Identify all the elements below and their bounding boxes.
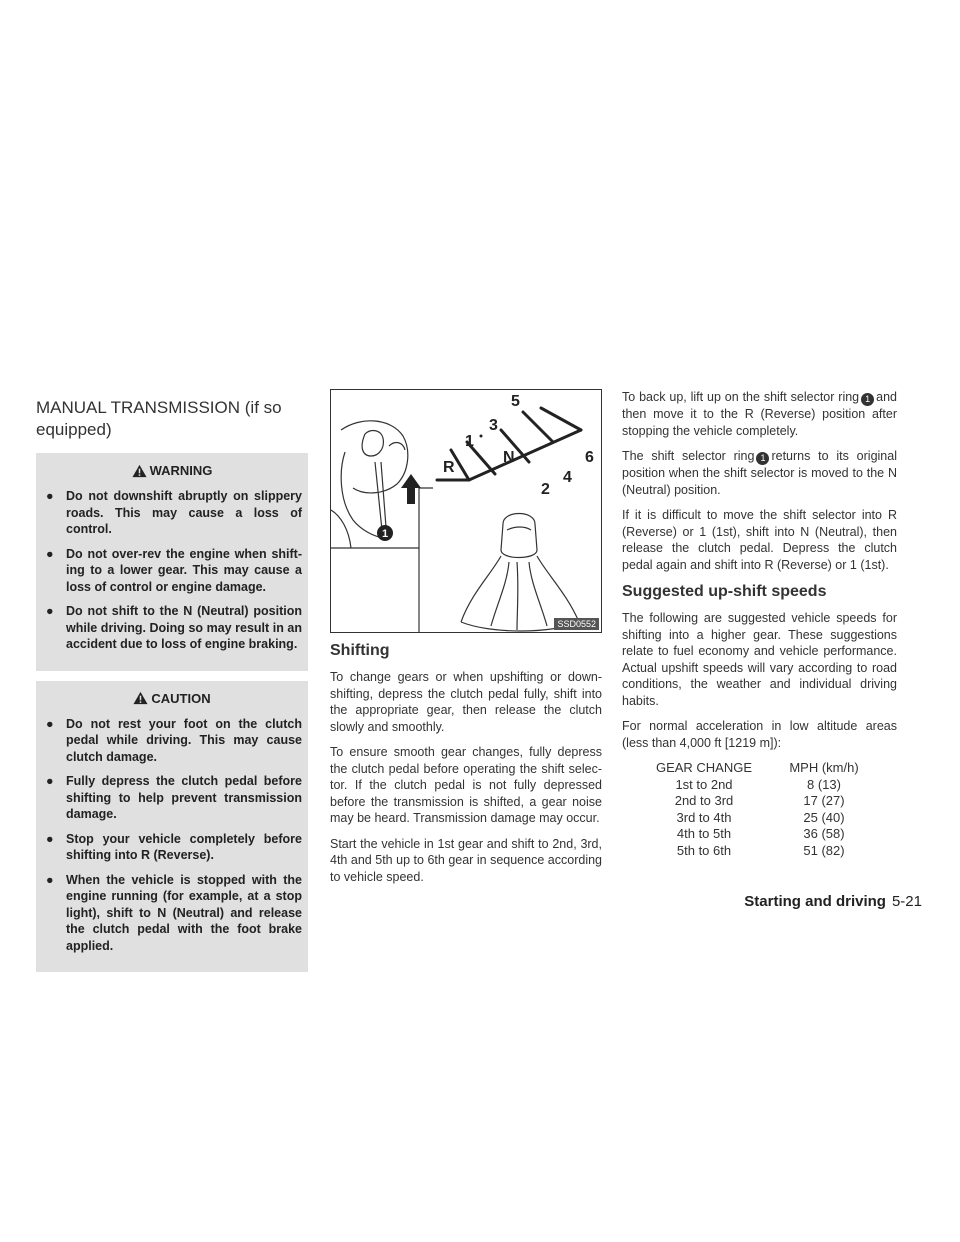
paragraph-text: returns to its original position when the shift selector is moved to the N (Neutral) position. <box>622 449 897 497</box>
warning-item-text: Do not downshift abruptly on slippery roads. This may cause a loss of control. <box>66 489 302 536</box>
page-number: 5-21 <box>891 893 922 910</box>
warning-item <box>42 546 302 596</box>
table-cell: 25 (40) <box>803 809 845 825</box>
caution-item <box>42 773 302 823</box>
caution-item <box>42 872 302 955</box>
table-row <box>640 810 880 827</box>
table-cell: 5th to 6th <box>676 842 732 858</box>
table-row <box>640 793 880 810</box>
gear-shift-figure <box>330 389 602 633</box>
paragraph <box>622 389 897 439</box>
caution-list <box>42 716 302 955</box>
warning-triangle-icon <box>132 464 147 478</box>
table-cell: 36 (58) <box>803 826 845 841</box>
paragraph-text: To back up, lift up on the shift selector ring <box>622 390 860 404</box>
callout-1-number: 1 <box>381 528 389 540</box>
shift-knob-sketch <box>461 514 579 632</box>
table-cell: 51 (82) <box>803 842 845 858</box>
warning-label: WARNING <box>149 463 213 478</box>
paragraph: The following are suggested vehicle speeds for shifting into a higher gear. These suggestions relate to fuel economy and vehicle performance. Actual upshift speeds will vary according to road conditions, the weather and individual driving habits. <box>622 611 897 708</box>
caution-label: CAUTION <box>151 690 211 706</box>
upshift-heading: Suggested up-shift speeds <box>622 583 827 600</box>
warning-item-text: Do not shift to the N (Neutral) position while driving. Doing so may result in an accident due to loss of engine braking. <box>66 604 302 651</box>
callout-1-inline-icon: 1 <box>756 452 769 465</box>
gear-label-2: 2 <box>541 481 550 498</box>
bullet: ● <box>46 546 54 561</box>
caution-item-text: Fully depress the clutch pedal before shifting to help prevent transmission damage. <box>66 774 302 821</box>
table-cell: 2nd to 3rd <box>674 793 734 808</box>
bullet: ● <box>46 774 54 788</box>
caution-item-text: When the vehicle is stopped with the engine running (for example, at a stop light), shift to N (Neutral) and release the clutch pedal with the foot brake applied. <box>66 872 302 953</box>
bullet: ● <box>46 831 54 846</box>
gear-label-r: R <box>443 459 455 476</box>
table-cell: 1st to 2nd <box>675 776 733 792</box>
table-row <box>640 843 880 860</box>
warning-header <box>42 459 302 488</box>
paragraph <box>622 448 897 498</box>
bullet: ● <box>46 489 54 503</box>
paragraph: To ensure smooth gear changes, fully depress the clutch pedal before operating the shift selec- tor. If the clutch pedal is not fully depressed before the transmission is shifted, a gear noise may be heard. Transmission damage may occur. <box>330 745 602 825</box>
table-cell: 17 (27) <box>803 793 845 808</box>
table-header: MPH (km/h) <box>789 760 859 775</box>
gear-label-4: 4 <box>563 469 572 486</box>
figure-code: SSD0552 <box>554 618 599 630</box>
gear-label-5: 5 <box>511 393 520 410</box>
bullet: ● <box>46 604 54 618</box>
shift-pattern <box>437 408 581 480</box>
footer-section-title: Starting and driving <box>744 893 886 910</box>
right-column <box>622 389 897 859</box>
shifting-heading: Shifting <box>330 642 390 659</box>
caution-header <box>42 687 302 716</box>
paragraph: If it is difficult to move the shift selector into R (Reverse) or 1 (1st), shift into N (Neutral), then release the clutch pedal. Depress the clutch pedal again and shift into R (Reverse) or 1 (1st). <box>622 508 897 572</box>
paragraph-text: The shift selector ring <box>622 449 755 463</box>
table-cell: 3rd to 4th <box>676 809 732 825</box>
table-cell: 4th to 5th <box>676 826 732 841</box>
callout-1-inline-icon: 1 <box>861 393 874 406</box>
warning-item <box>42 488 302 538</box>
paragraph: Start the vehicle in 1st gear and shift to 2nd, 3rd, 4th and 5th up to 6th gear in sequence according to vehicle speed. <box>330 836 602 884</box>
gear-label-6: 6 <box>585 449 594 466</box>
hand-sketch <box>331 421 408 548</box>
caution-item <box>42 831 302 864</box>
gear-label-1: 1 <box>465 433 474 450</box>
bullet: ● <box>46 716 54 731</box>
up-arrow-icon <box>401 474 421 504</box>
gear-label-n: N <box>503 449 515 466</box>
paragraph-text: and then move it to the R (Reverse) position after stopping the vehicle completely. <box>622 390 897 438</box>
upshift-speed-table <box>640 760 880 859</box>
table-header: GEAR CHANGE <box>655 760 753 775</box>
caution-triangle-icon <box>133 691 148 705</box>
page-footer <box>744 893 922 910</box>
table-row <box>640 777 880 794</box>
paragraph: For normal acceleration in low altitude areas (less than 4,000 ft [1219 m]): <box>622 719 897 750</box>
caution-box <box>36 681 308 973</box>
caution-item-text: Stop your vehicle completely before shifting into R (Reverse). <box>66 831 302 862</box>
table-header-row <box>640 760 880 777</box>
gear-label-3: 3 <box>489 417 498 434</box>
left-column <box>36 397 308 982</box>
caution-item <box>42 716 302 766</box>
caution-item-text: Do not rest your foot on the clutch pedal while driving. This may cause clutch damage. <box>66 716 302 764</box>
warning-item <box>42 603 302 653</box>
section-title: MANUAL TRANSMISSION (if so equipped) <box>36 398 282 439</box>
bullet: ● <box>46 872 54 887</box>
warning-box <box>36 453 308 671</box>
middle-column <box>330 389 602 894</box>
table-cell: 8 (13) <box>807 776 841 792</box>
warning-item-text: Do not over-rev the engine when shift- ing to a lower gear. This may cause a loss of control or engine damage. <box>66 546 302 594</box>
shift-pattern-illustration <box>331 390 602 633</box>
table-row <box>640 826 880 843</box>
paragraph: To change gears or when upshifting or down- shifting, depress the clutch pedal fully, shift into the appropriate gear, then release the clutch slowly and smoothly. <box>330 670 602 734</box>
warning-list <box>42 488 302 653</box>
